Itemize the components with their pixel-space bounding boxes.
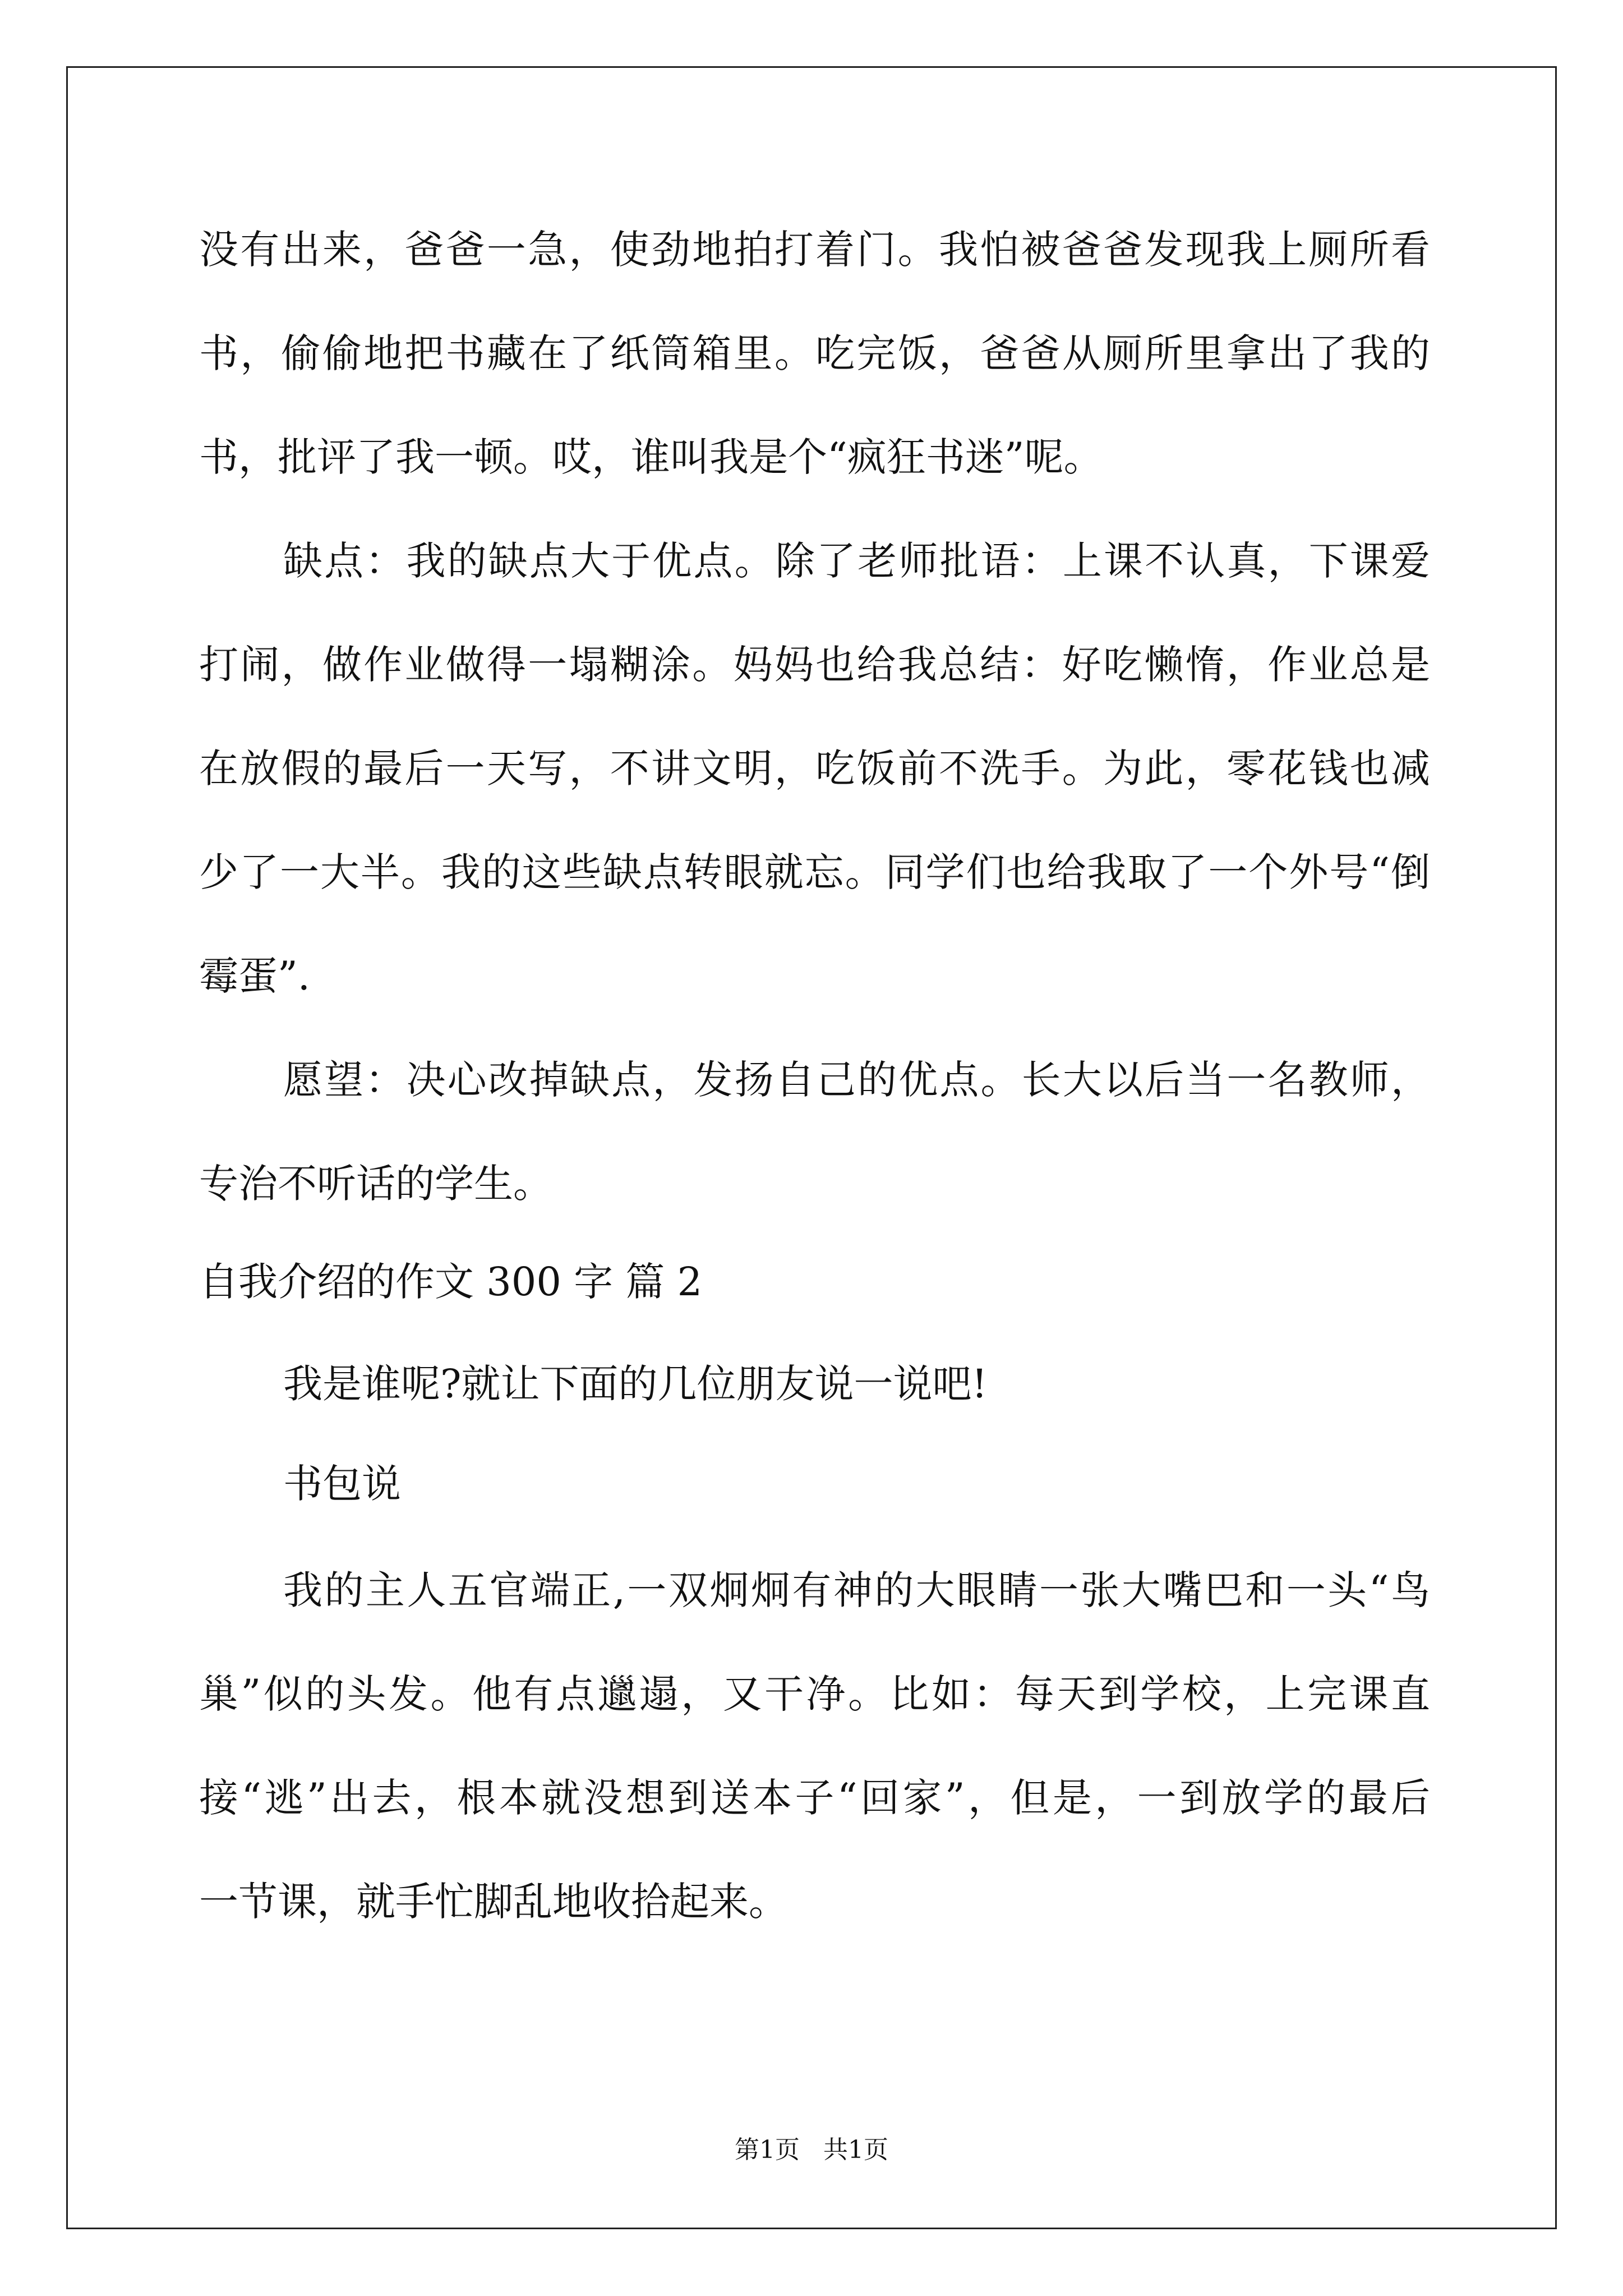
- text-line: 少了一大半。我的这些缺点转眼就忘。同学们也给我取了一个外号“倒: [199, 849, 1430, 895]
- text-line: 缺点：我的缺点大于优点。除了老师批语：上课不认真，下课爱: [283, 538, 1430, 584]
- section-heading: 自我介绍的作文 300 字 篇 2: [199, 1259, 703, 1305]
- page-number: 第1页 共1页: [735, 2136, 888, 2164]
- text-line: 书，偷偷地把书藏在了纸筒箱里。吃完饭，爸爸从厕所里拿出了我的: [199, 330, 1430, 376]
- text-line: 接“逃”出去，根本就没想到送本子“回家”，但是，一到放学的最后: [199, 1775, 1430, 1821]
- text-line: 专治不听话的学生。: [199, 1161, 552, 1207]
- text-line: 书包说: [283, 1461, 401, 1507]
- text-line: 打闹，做作业做得一塌糊涂。妈妈也给我总结：好吃懒惰，作业总是: [199, 642, 1430, 688]
- text-line: 我是谁呢?就让下面的几位朋友说一说吧!: [283, 1361, 988, 1407]
- text-line: 一节课，就手忙脚乱地收拾起来。: [199, 1879, 788, 1925]
- text-line: 巢”似的头发。他有点邋遢，又干净。比如：每天到学校，上完课直: [199, 1671, 1430, 1717]
- text-line: 我的主人五官端正,一双炯炯有神的大眼睛一张大嘴巴和一头“鸟: [283, 1567, 1430, 1613]
- text-line: 在放假的最后一天写，不讲文明，吃饭前不洗手。为此，零花钱也减: [199, 746, 1430, 792]
- text-line: 书，批评了我一顿。哎，谁叫我是个“疯狂书迷”呢。: [199, 434, 1103, 480]
- text-line: 愿望：决心改掉缺点，发扬自己的优点。长大以后当一名教师，: [283, 1057, 1430, 1103]
- text-line: 没有出来，爸爸一急，使劲地拍打着门。我怕被爸爸发现我上厕所看: [199, 227, 1430, 273]
- text-line: 霉蛋”.: [199, 953, 311, 999]
